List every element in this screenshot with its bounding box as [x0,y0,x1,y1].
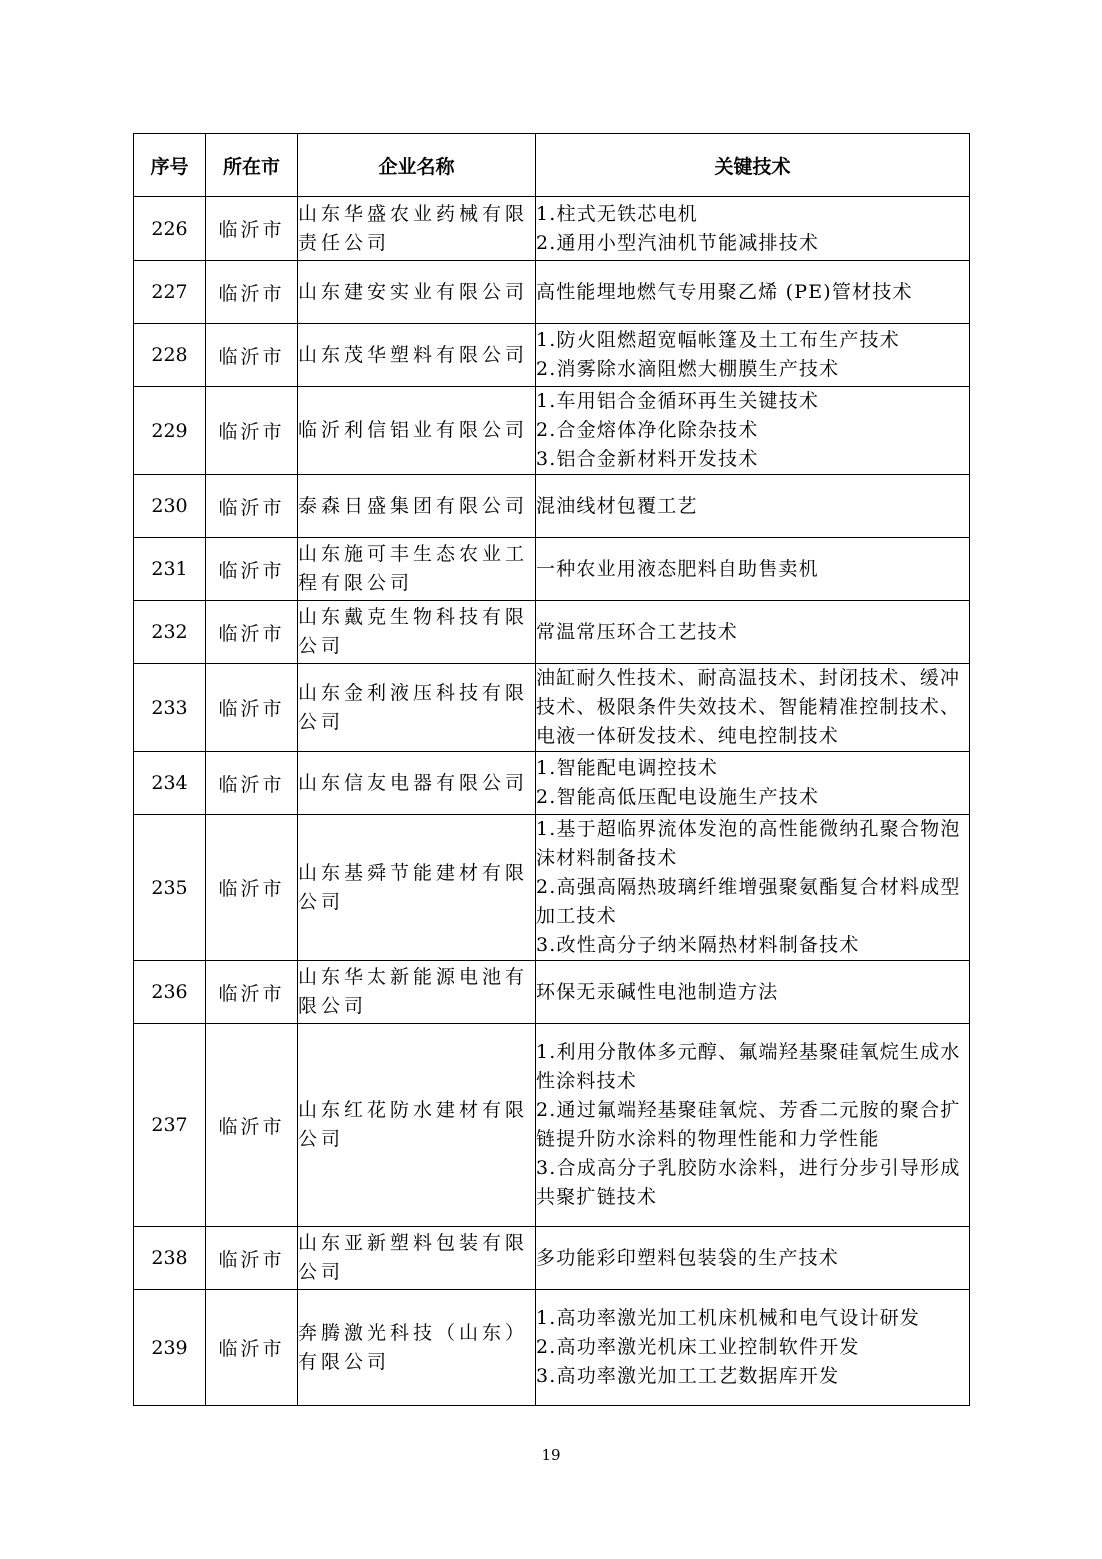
city-cell: 临沂市 [206,475,298,538]
technology-item: 1.防火阻燃超宽幅帐篷及土工布生产技术 [536,329,900,351]
technology-item: 3.高功率激光加工工艺数据库开发 [536,1365,840,1387]
serial-number-cell: 234 [134,752,206,815]
city-cell: 临沂市 [206,1227,298,1290]
key-technology-cell [536,197,970,261]
table-row [134,752,970,815]
technology-item: 3.改性高分子纳米隔热材料制备技术 [536,934,860,956]
technology-item: 油缸耐久性技术、耐高温技术、封闭技术、缓冲技术、极限条件失效技术、智能精准控制技术、电液一体研发技术、纯电控制技术 [536,667,961,747]
company-name-cell: 山东华太新能源电池有限公司 [298,961,536,1024]
key-technology-cell [536,752,970,815]
technology-item: 1.高功率激光加工机床机械和电气设计研发 [536,1307,921,1329]
technology-item: 2.通过氟端羟基聚硅氧烷、芳香二元胺的聚合扩链提升防水涂料的物理性能和力学性能 [536,1099,961,1150]
serial-number-cell: 233 [134,664,206,752]
city-cell: 临沂市 [206,387,298,475]
technology-item: 2.高强高隔热玻璃纤维增强聚氨酯复合材料成型加工技术 [536,876,961,927]
company-name-cell: 奔腾激光科技（山东）有限公司 [298,1290,536,1406]
city-cell: 临沂市 [206,197,298,261]
company-name-cell: 山东建安实业有限公司 [298,261,536,324]
technology-item: 一种农业用液态肥料自助售卖机 [536,557,819,580]
table-row [134,324,970,387]
serial-number-cell: 232 [134,601,206,664]
serial-number-cell: 230 [134,475,206,538]
table-row [134,961,970,1024]
serial-number-cell: 239 [134,1290,206,1406]
key-technology-cell [536,475,970,538]
technology-item: 2.合金熔体净化除杂技术 [536,419,759,441]
company-name-cell: 山东茂华塑料有限公司 [298,324,536,387]
city-cell: 临沂市 [206,261,298,324]
serial-number-cell: 235 [134,815,206,961]
key-technology-cell [536,387,970,475]
technology-item: 混油线材包覆工艺 [536,494,698,517]
city-cell: 临沂市 [206,664,298,752]
table-row [134,1290,970,1406]
table-body [134,197,970,1406]
table-row [134,387,970,475]
table-row [134,601,970,664]
company-name-cell: 山东金利液压科技有限公司 [298,664,536,752]
table-row [134,475,970,538]
company-name-cell: 山东戴克生物科技有限公司 [298,601,536,664]
key-technology-cell [536,1024,970,1227]
company-name-cell: 山东基舜节能建材有限公司 [298,815,536,961]
city-cell: 临沂市 [206,1024,298,1227]
key-technology-cell [536,538,970,601]
technology-item: 常温常压环合工艺技术 [536,620,739,643]
company-name-cell: 山东施可丰生态农业工程有限公司 [298,538,536,601]
city-cell: 临沂市 [206,815,298,961]
serial-number-cell: 228 [134,324,206,387]
technology-item: 2.通用小型汽油机节能减排技术 [536,231,820,254]
key-technology-cell [536,324,970,387]
key-technology-cell [536,815,970,961]
city-cell: 临沂市 [206,752,298,815]
key-technology-cell [536,601,970,664]
city-cell: 临沂市 [206,601,298,664]
company-name-cell: 山东信友电器有限公司 [298,752,536,815]
key-technology-cell [536,1290,970,1406]
technology-item: 高性能埋地燃气专用聚乙烯 (PE)管材技术 [536,280,913,303]
key-technology-cell [536,961,970,1024]
city-cell: 临沂市 [206,1290,298,1406]
key-technology-cell [536,1227,970,1290]
serial-number-cell: 238 [134,1227,206,1290]
enterprise-table [133,133,970,1406]
technology-item: 1.智能配电调控技术 [536,757,719,779]
serial-number-cell: 227 [134,261,206,324]
technology-item: 环保无汞碱性电池制造方法 [536,980,779,1003]
technology-item: 3.铝合金新材料开发技术 [536,448,759,470]
serial-number-cell: 229 [134,387,206,475]
header-serial-number: 序号 [134,134,206,197]
header-company-name: 企业名称 [298,134,536,197]
table-row [134,1024,970,1227]
company-name-cell: 山东红花防水建材有限公司 [298,1024,536,1227]
table-header-row [134,134,970,197]
technology-item: 1.利用分散体多元醇、氟端羟基聚硅氧烷生成水性涂料技术 [536,1041,961,1092]
header-city: 所在市 [206,134,298,197]
technology-item: 2.消雾除水滴阻燃大棚膜生产技术 [536,358,840,380]
key-technology-cell [536,664,970,752]
company-name-cell: 山东华盛农业药械有限责任公司 [298,197,536,261]
technology-item: 2.高功率激光机床工业控制软件开发 [536,1336,860,1358]
city-cell: 临沂市 [206,538,298,601]
table-row [134,538,970,601]
serial-number-cell: 236 [134,961,206,1024]
page-number: 19 [541,1446,561,1464]
table-row [134,261,970,324]
serial-number-cell: 237 [134,1024,206,1227]
technology-item: 多功能彩印塑料包装袋的生产技术 [536,1246,840,1269]
serial-number-cell: 231 [134,538,206,601]
key-technology-cell [536,261,970,324]
technology-item: 2.智能高低压配电设施生产技术 [536,786,820,808]
technology-item: 3.合成高分子乳胶防水涂料，进行分步引导形成共聚扩链技术 [536,1157,961,1208]
city-cell: 临沂市 [206,961,298,1024]
city-cell: 临沂市 [206,324,298,387]
table-row [134,1227,970,1290]
company-name-cell: 泰森日盛集团有限公司 [298,475,536,538]
technology-item: 1.柱式无铁芯电机 [536,202,698,225]
table-row [134,197,970,261]
table-row [134,664,970,752]
technology-item: 1.车用铝合金循环再生关键技术 [536,390,820,412]
technology-item: 1.基于超临界流体发泡的高性能微纳孔聚合物泡沫材料制备技术 [536,818,961,869]
company-name-cell: 山东亚新塑料包装有限公司 [298,1227,536,1290]
header-key-technology: 关键技术 [536,134,970,197]
table-row [134,815,970,961]
serial-number-cell: 226 [134,197,206,261]
company-name-cell: 临沂利信铝业有限公司 [298,387,536,475]
